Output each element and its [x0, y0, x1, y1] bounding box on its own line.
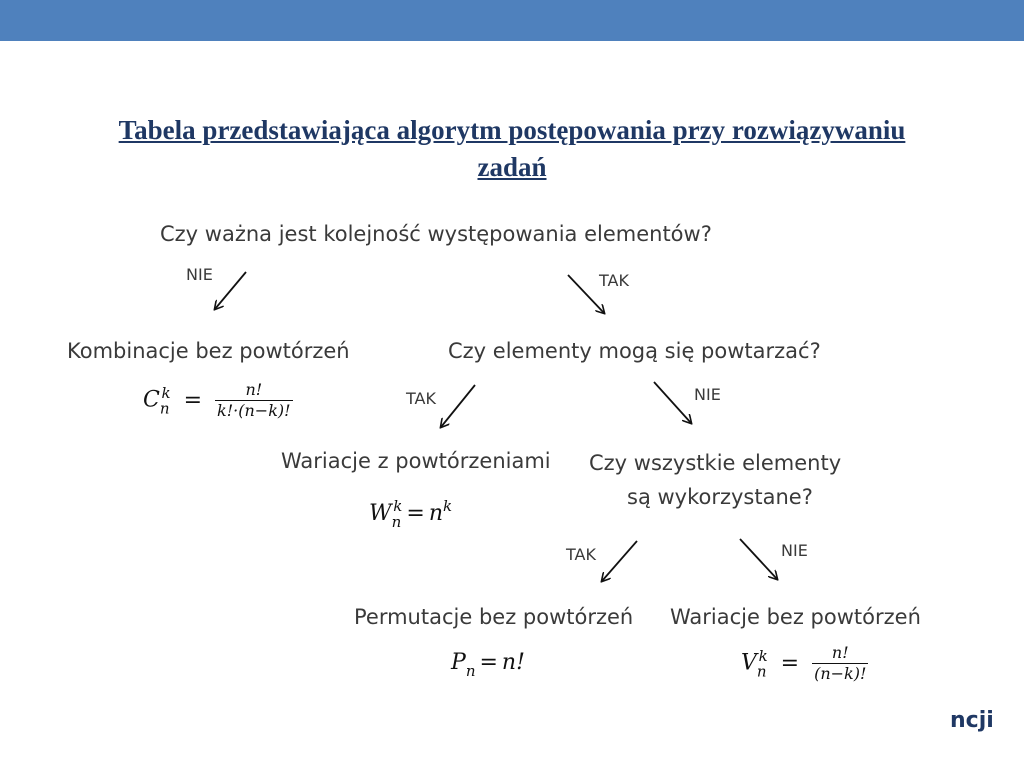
- result-kombinacje: Kombinacje bez powtórzeń: [67, 339, 350, 363]
- label-nie-1: NIE: [186, 265, 213, 284]
- result-wariacje-bez-powtorzen: Wariacje bez powtórzeń: [670, 605, 921, 629]
- arrow-q3-nie: [740, 539, 777, 579]
- arrow-q1-nie: [215, 272, 246, 309]
- formula-wariacje-z-powtorzeniami: $W_n^k = n^k$: [369, 497, 453, 531]
- formula-permutacje: $P_n = n$!: [451, 650, 525, 680]
- result-permutacje: Permutacje bez powtórzeń: [354, 605, 634, 629]
- formula-kombinacje: $C_n^k$ = $\frac{n!}{k!\cdot(n-k)!}$: [143, 380, 291, 420]
- page-title: Tabela przedstawiająca algorytm postępowania przy rozwiązywaniu zadań: [118, 115, 906, 182]
- arrow-q3-tak: [602, 541, 637, 581]
- question-elements-repeat: Czy elementy mogą się powtarzać?: [448, 339, 821, 363]
- question-all-used-line1: Czy wszystkie elementy: [589, 451, 842, 475]
- label-tak-1: TAK: [599, 271, 629, 290]
- arrow-q2-tak: [441, 385, 475, 427]
- label-nie-2: NIE: [694, 385, 721, 404]
- arrow-q2-nie: [654, 382, 691, 423]
- question-all-used-line2: są wykorzystane?: [627, 485, 813, 509]
- label-nie-3: NIE: [781, 541, 808, 560]
- brand-logo: ncji: [950, 708, 994, 733]
- label-tak-3: TAK: [566, 545, 596, 564]
- label-tak-2: TAK: [406, 389, 436, 408]
- result-wariacje-z-powtorzeniami: Wariacje z powtórzeniami: [281, 449, 551, 473]
- formula-wariacje-bez-powtorzen: $V_n^k$ = $\frac{n!}{(n-k)!}$: [741, 643, 867, 683]
- question-order-matters: Czy ważna jest kolejność występowania elementów?: [160, 222, 712, 246]
